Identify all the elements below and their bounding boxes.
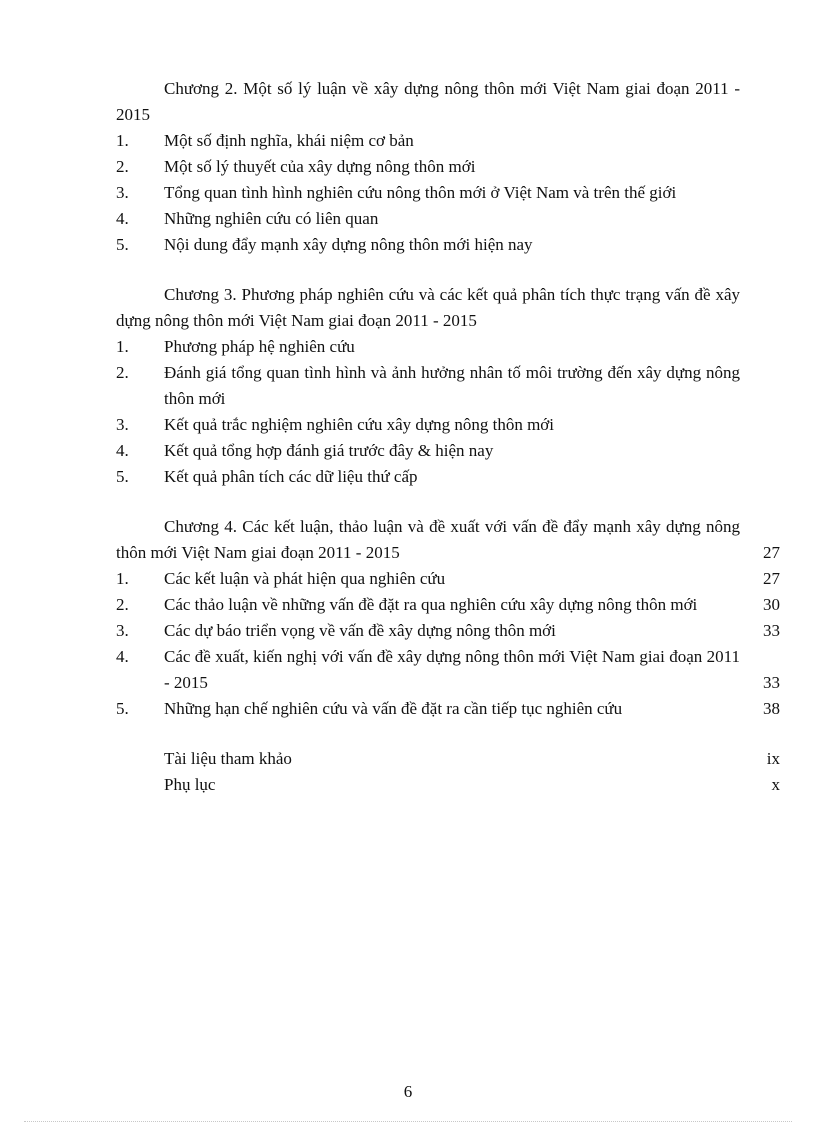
back-matter-entry [116,772,780,798]
page-ref: 38 [763,699,780,718]
entry-number: 2. [116,595,129,614]
entry-number: 4. [116,209,129,228]
page-ref: 30 [763,595,780,614]
entry-text: Một số định nghĩa, khái niệm cơ bản [164,131,414,150]
chapter-heading-text: Chương 2. Một số lý luận về xây dựng nông thôn mới Việt Nam giai đoạn 2011 - 2015 [116,79,740,124]
entry-number: 4. [116,647,129,666]
back-matter-entry [116,746,780,772]
chapter-2 [116,76,780,258]
chapter-3 [116,282,780,490]
entry-text: Kết quả trắc nghiệm nghiên cứu xây dựng nông thôn mới [164,415,555,434]
entry-number: 3. [116,415,129,434]
toc-entry [116,154,780,180]
entry-text: Những nghiên cứu có liên quan [164,209,379,228]
toc-entry [116,412,780,438]
toc-entry [116,360,780,412]
entry-text: Một số lý thuyết của xây dựng nông thôn mới [164,157,476,176]
toc-entry [116,438,780,464]
entry-text: Kết quả phân tích các dữ liệu thứ cấp [164,467,418,486]
entry-number: 5. [116,467,129,486]
table-of-contents [116,76,780,798]
entry-text: Các thảo luận về những vấn đề đặt ra qua nghiên cứu xây dựng nông thôn mới [164,595,698,614]
page-ref: x [771,775,780,794]
entry-text: Những hạn chế nghiên cứu và vấn đề đặt ra cần tiếp tục nghiên cứu [164,699,623,718]
toc-entry [116,592,780,618]
back-matter [116,746,780,798]
entry-text: Nội dung đẩy mạnh xây dựng nông thôn mới hiện nay [164,235,533,254]
toc-entry [116,644,780,696]
page-ref: ix [766,749,780,768]
entry-text: Đánh giá tổng quan tình hình và ảnh hưởng nhân tố môi trường đến xây dựng nông thôn mới [164,363,740,408]
entry-text: Phương pháp hệ nghiên cứu [164,337,355,356]
entry-text: Kết quả tổng hợp đánh giá trước đây & hiện nay [164,441,494,460]
toc-entry [116,128,780,154]
page-ref: 27 [763,569,780,588]
toc-entry [116,334,780,360]
entry-number: 1. [116,569,129,588]
entry-number: 1. [116,131,129,150]
toc-entry [116,464,780,490]
chapter-heading-text: Chương 3. Phương pháp nghiên cứu và các kết quả phân tích thực trạng vấn đề xây dựng nông thôn mới Việt Nam giai đoạn 2011 - 2015 [116,285,740,330]
toc-entry [116,696,780,722]
page-number: 6 [403,1082,413,1101]
entry-number: 3. [116,183,129,202]
toc-entry [116,232,780,258]
entry-number: 2. [116,157,129,176]
entry-text: Các kết luận và phát hiện qua nghiên cứu [164,569,446,588]
entry-number: 5. [116,699,129,718]
toc-entry [116,206,780,232]
entry-number: 2. [116,363,129,382]
entry-text: Phụ lục [164,775,216,794]
chapter-heading-text: Chương 4. Các kết luận, thảo luận và đề xuất với vấn đề đẩy mạnh xây dựng nông thôn mới Việt Nam giai đoạn 2011 - 2015 [116,517,740,562]
chapter-heading [116,282,780,334]
toc-entry [116,566,780,592]
entry-text: Tổng quan tình hình nghiên cứu nông thôn mới ở Việt Nam và trên thế giới [164,183,677,202]
entry-text: Các đề xuất, kiến nghị với vấn đề xây dựng nông thôn mới Việt Nam giai đoạn 2011 - 2015 [164,647,740,692]
entry-number: 1. [116,337,129,356]
chapter-heading [116,76,780,128]
page-ref: 33 [763,673,780,692]
entry-number: 3. [116,621,129,640]
toc-entry [116,618,780,644]
page-ref: 27 [763,543,780,562]
chapter-heading [116,514,780,566]
chapter-4 [116,514,780,722]
page-ref: 33 [763,621,780,640]
entry-number: 5. [116,235,129,254]
entry-number: 4. [116,441,129,460]
toc-entry [116,180,780,206]
entry-text: Các dự báo triển vọng về vấn đề xây dựng nông thôn mới [164,621,556,640]
page-bottom-border [24,1121,792,1122]
entry-text: Tài liệu tham khảo [164,749,292,768]
